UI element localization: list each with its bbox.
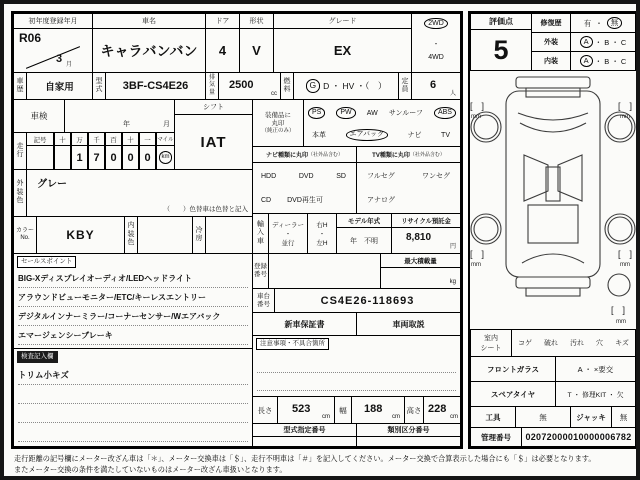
- color-no-label: カラー No.: [13, 216, 37, 254]
- interior-grade-a-circled: A: [580, 55, 593, 67]
- mileage-header-row: [26, 132, 175, 146]
- displacement-label: 排気量: [205, 72, 219, 100]
- windshield-label: フロントガラス: [470, 356, 556, 382]
- navi-type-cell: ナビ種類に丸印 （社外品含む） HDD DVD SD CD DVD再生可: [252, 146, 357, 214]
- fuel-options: D ・ HV ・（ ）: [323, 81, 387, 91]
- door-value: 4: [205, 28, 240, 73]
- capacity-value: 6: [430, 79, 437, 91]
- width-value: 188: [364, 403, 383, 415]
- grade-value: EX: [273, 28, 412, 73]
- mileage-label: 走行: [13, 132, 27, 170]
- displacement-unit: cc: [271, 91, 277, 97]
- fuel-gasoline-circled: G: [306, 79, 321, 92]
- mileage-digit: 0: [122, 145, 139, 170]
- capacity-unit: 人: [449, 91, 456, 97]
- spare-tire-label: スペアタイヤ: [470, 381, 556, 407]
- height-unit: cm: [450, 414, 458, 420]
- drive-separator: ・: [432, 41, 440, 48]
- owner-manual-label: 車両取説: [356, 312, 461, 336]
- mileage-digit: 0: [139, 145, 156, 170]
- tv-analog: アナログ: [367, 197, 395, 204]
- sales-points-box: [13, 253, 253, 349]
- navi-dvd-play: DVD再生可: [287, 197, 323, 204]
- svg-text:[ ]: [ ]: [470, 101, 485, 111]
- reg-era-value: R06: [19, 31, 42, 45]
- mileage-unit: 一: [139, 132, 156, 146]
- mileage-digit: 0: [105, 145, 122, 170]
- equipment-title: 装備品に 丸印 （純正のみ）: [252, 99, 304, 147]
- reg-month-value: 3: [56, 53, 63, 65]
- mileage-digit: [54, 145, 71, 170]
- sales-point-line: BIG-Xディスプレイオーディオ/LEDヘッドライト: [18, 268, 248, 288]
- main-form-box: [11, 11, 463, 449]
- mileage-table: [26, 132, 175, 170]
- meter-disclaimer-line1: 走行距離の記号欄にメーター改ざん車は「＊」、メーター交換車は「＄」、走行不明車は「＃」を記入してください。メーター交換で合算表示した場合にも「＄」は必要となります。: [14, 454, 596, 463]
- drive-2wd-circled: 2WD: [424, 18, 448, 29]
- width-label: 幅: [334, 396, 352, 424]
- inspection-note-line: [18, 422, 248, 442]
- equipment-options: [303, 99, 461, 147]
- front-bumper: [516, 77, 590, 97]
- repair-none-circled: 無: [607, 17, 623, 29]
- inspection-notes-box: [13, 348, 253, 447]
- inspection-note-line: [18, 403, 248, 423]
- sales-points-tag: セールスポイント: [17, 256, 76, 268]
- svg-text:mm: mm: [620, 114, 630, 120]
- shaken-year-unit: 年: [123, 121, 130, 128]
- inspection-note-line: トリム小キズ: [18, 365, 248, 385]
- sales-point-line: エマージェンシーブレーキ: [18, 325, 248, 345]
- exterior-grade-value: A ・ B ・ C: [570, 32, 636, 52]
- type-designation-value: [252, 436, 357, 447]
- chassis-label: 車台 番号: [252, 288, 275, 313]
- svg-text:[ ]: [ ]: [470, 249, 485, 259]
- repair-history-value: 有 ・ 無: [570, 13, 636, 33]
- svg-text:mm: mm: [471, 114, 481, 120]
- mileage-symbol-cell: [26, 145, 54, 170]
- mileage-unit: 十: [54, 132, 71, 146]
- exterior-color-cell: [26, 169, 253, 217]
- recycle-unit: 円: [449, 244, 456, 250]
- repair-history-label: 修復歴: [531, 13, 571, 33]
- mileage-digit: 7: [88, 145, 105, 170]
- model-year-value: 年 不明: [350, 238, 378, 245]
- svg-text:mm: mm: [471, 262, 481, 268]
- rating-label: 評価点: [470, 13, 532, 30]
- interior-seat-label: 室内 シート: [470, 329, 512, 357]
- equip-abs-circled: ABS: [434, 107, 456, 118]
- km-circled: km: [159, 151, 172, 163]
- vehicle-diagram: [470, 71, 636, 329]
- recycle-cell: リサイクル預託金 8,810 円: [391, 213, 461, 254]
- interior-lines: [522, 155, 584, 263]
- equip-airbag-circled: エアバック: [346, 129, 388, 140]
- drive-4wd: 4WD: [428, 54, 444, 61]
- displacement-cell: [218, 72, 281, 100]
- payload-unit: kg: [449, 279, 456, 285]
- tv-oneseg: ワンセグ: [422, 173, 450, 180]
- mile-label: マイル: [156, 132, 175, 146]
- exterior-color-value: グレー: [37, 179, 67, 190]
- type-designation-label: 型式指定番号: [252, 423, 357, 437]
- spare-tire: [608, 274, 630, 296]
- height-value-cell: [423, 396, 461, 424]
- length-value: 523: [292, 403, 311, 415]
- interior-color-cell: [137, 216, 193, 254]
- navi-sd: SD: [336, 172, 346, 180]
- equip-sunroof: サンルーフ: [388, 110, 423, 117]
- equip-leather: 本革: [312, 132, 326, 139]
- class-designation-label: 類別区分番号: [356, 423, 461, 437]
- width-unit: cm: [392, 414, 400, 420]
- capacity-cell: [411, 72, 461, 100]
- height-label: 高さ: [404, 396, 424, 424]
- equip-tv: TV: [441, 131, 450, 139]
- notes-box: [252, 335, 461, 397]
- tread-depth-fields: [470, 101, 632, 325]
- mileage-unit: 万: [71, 132, 88, 146]
- capacity-label: 定員: [398, 72, 412, 100]
- chassis-value: CS4E26-118693: [274, 288, 461, 313]
- first-registration-label: 初年度登録年月: [13, 13, 93, 29]
- interior-color-label: 内装色: [124, 216, 138, 254]
- registration-number-cell: [268, 253, 381, 289]
- navi-dvd: DVD: [298, 172, 314, 180]
- svg-text:[ ]: [ ]: [618, 101, 633, 111]
- shaken-cell: [64, 99, 175, 133]
- import-handle-cell: 右H ・ 左H: [307, 213, 337, 254]
- color-no-value: KBY: [36, 216, 125, 254]
- mileage-value-row: [26, 145, 175, 170]
- grade-label: グレード: [273, 13, 412, 29]
- payload-cell: 最大積載量 kg: [380, 253, 461, 289]
- mileage-unit: 百: [105, 132, 122, 146]
- rating-panel-box: [468, 11, 638, 449]
- inspection-note-line: [18, 384, 248, 404]
- equip-navi: ナビ: [407, 132, 422, 139]
- history-label: 車歴: [13, 72, 27, 100]
- fuel-label: 燃料: [280, 72, 294, 100]
- management-number-label: 管理番号: [470, 427, 522, 447]
- exterior-grade-a-circled: A: [580, 36, 593, 48]
- rating-score: 5: [470, 29, 532, 71]
- svg-text:[ ]: [ ]: [611, 305, 626, 315]
- door-label: ドア: [205, 13, 240, 29]
- aircon-label: 冷房: [192, 216, 206, 254]
- interior-grade-value: A ・ B ・ C: [570, 51, 636, 71]
- notes-tag: 注意事項・不具合箇所: [256, 338, 329, 350]
- notes-line: [257, 372, 456, 391]
- width-value-cell: [351, 396, 405, 424]
- car-name-value: キャラバンバン: [92, 28, 206, 73]
- tv-type-cell: TV種類に丸印 （社外品含む） フルセグ ワンセグ アナログ: [356, 146, 461, 214]
- warranty-book-label: 新車保証書: [252, 312, 357, 336]
- recycle-value: 8,810: [406, 232, 432, 243]
- color-change-note: （ ）色替車は色替と記入: [163, 206, 248, 213]
- exterior-color-label: 外装色: [13, 169, 27, 217]
- shape-label: 形状: [239, 13, 274, 29]
- shift-value: IAT: [174, 114, 253, 170]
- mileage-sym-label: 記号: [26, 132, 54, 146]
- registration-number-label: 登録番号: [252, 253, 269, 289]
- interior-seat-options: コゲ 破れ 汚れ 穴 キズ: [511, 329, 636, 357]
- tools-value: 無: [515, 406, 571, 428]
- shape-value: V: [239, 28, 274, 73]
- windshield: [520, 123, 586, 132]
- model-code-value: 3BF-CS4E26: [105, 72, 206, 100]
- spare-tire-value: T ・ 修理KIT ・ 欠: [555, 381, 636, 407]
- sales-point-line: デジタルインナーミラー/コーナーセンサー/Wエアバック: [18, 306, 248, 326]
- mileage-unit: 十: [122, 132, 139, 146]
- sales-point-line: アラウンドビューモニター/ETC/キーレスエントリー: [18, 287, 248, 307]
- equip-pw-circled: PW: [336, 107, 355, 118]
- length-label: 長さ: [252, 396, 278, 424]
- svg-text:mm: mm: [616, 319, 626, 325]
- inspection-notes-tag: 検査記入欄: [17, 351, 58, 363]
- displacement-value: 2500: [229, 79, 254, 91]
- management-number-value: 02072000010000006782: [521, 427, 636, 447]
- vehicle-body: [506, 91, 600, 277]
- import-dealer-cell: ディーラー ・ 並行: [268, 213, 308, 254]
- mileage-digit: 1: [71, 145, 88, 170]
- jack-value: 無: [611, 406, 636, 428]
- first-registration-value: [13, 28, 93, 73]
- interior-grade-label: 内装: [531, 51, 571, 71]
- windshield-value: A ・ ×要交: [555, 356, 636, 382]
- exterior-grade-label: 外装: [531, 32, 571, 52]
- rear-bumper: [516, 277, 590, 296]
- drive-type-cell: [411, 13, 461, 73]
- class-designation-value: [356, 436, 461, 447]
- shaken-label: 車検: [13, 99, 65, 133]
- length-unit: cm: [322, 414, 330, 420]
- aircon-cell: [205, 216, 253, 254]
- height-value: 228: [428, 403, 447, 415]
- equip-ps-circled: PS: [308, 107, 325, 118]
- svg-text:mm: mm: [620, 262, 630, 268]
- tools-label: 工具: [470, 406, 516, 428]
- navi-hdd: HDD: [261, 172, 277, 180]
- length-value-cell: [277, 396, 335, 424]
- svg-text:[ ]: [ ]: [618, 249, 633, 259]
- jack-label: ジャッキ: [570, 406, 612, 428]
- mileage-unit: 千: [88, 132, 105, 146]
- import-label: 輸入車: [252, 213, 269, 254]
- model-code-label: 型式: [92, 72, 106, 100]
- history-value: 自家用: [26, 72, 93, 100]
- model-year-cell: モデル年式 年 不明: [336, 213, 392, 254]
- shift-label: シフト: [174, 99, 253, 115]
- shaken-month-unit: 月: [163, 121, 170, 128]
- reg-month-unit: 月: [66, 62, 73, 68]
- car-name-label: 車名: [92, 13, 206, 29]
- equip-aw: AW: [366, 109, 378, 117]
- tv-fullseg: フルセグ: [367, 173, 395, 180]
- notes-line: [257, 354, 456, 373]
- navi-cd: CD: [261, 196, 272, 204]
- meter-disclaimer-line2: またメーター交換の条件を満たしていないものはメーター改ざん車扱いとなります。: [14, 465, 287, 474]
- fuel-cell: [293, 72, 399, 100]
